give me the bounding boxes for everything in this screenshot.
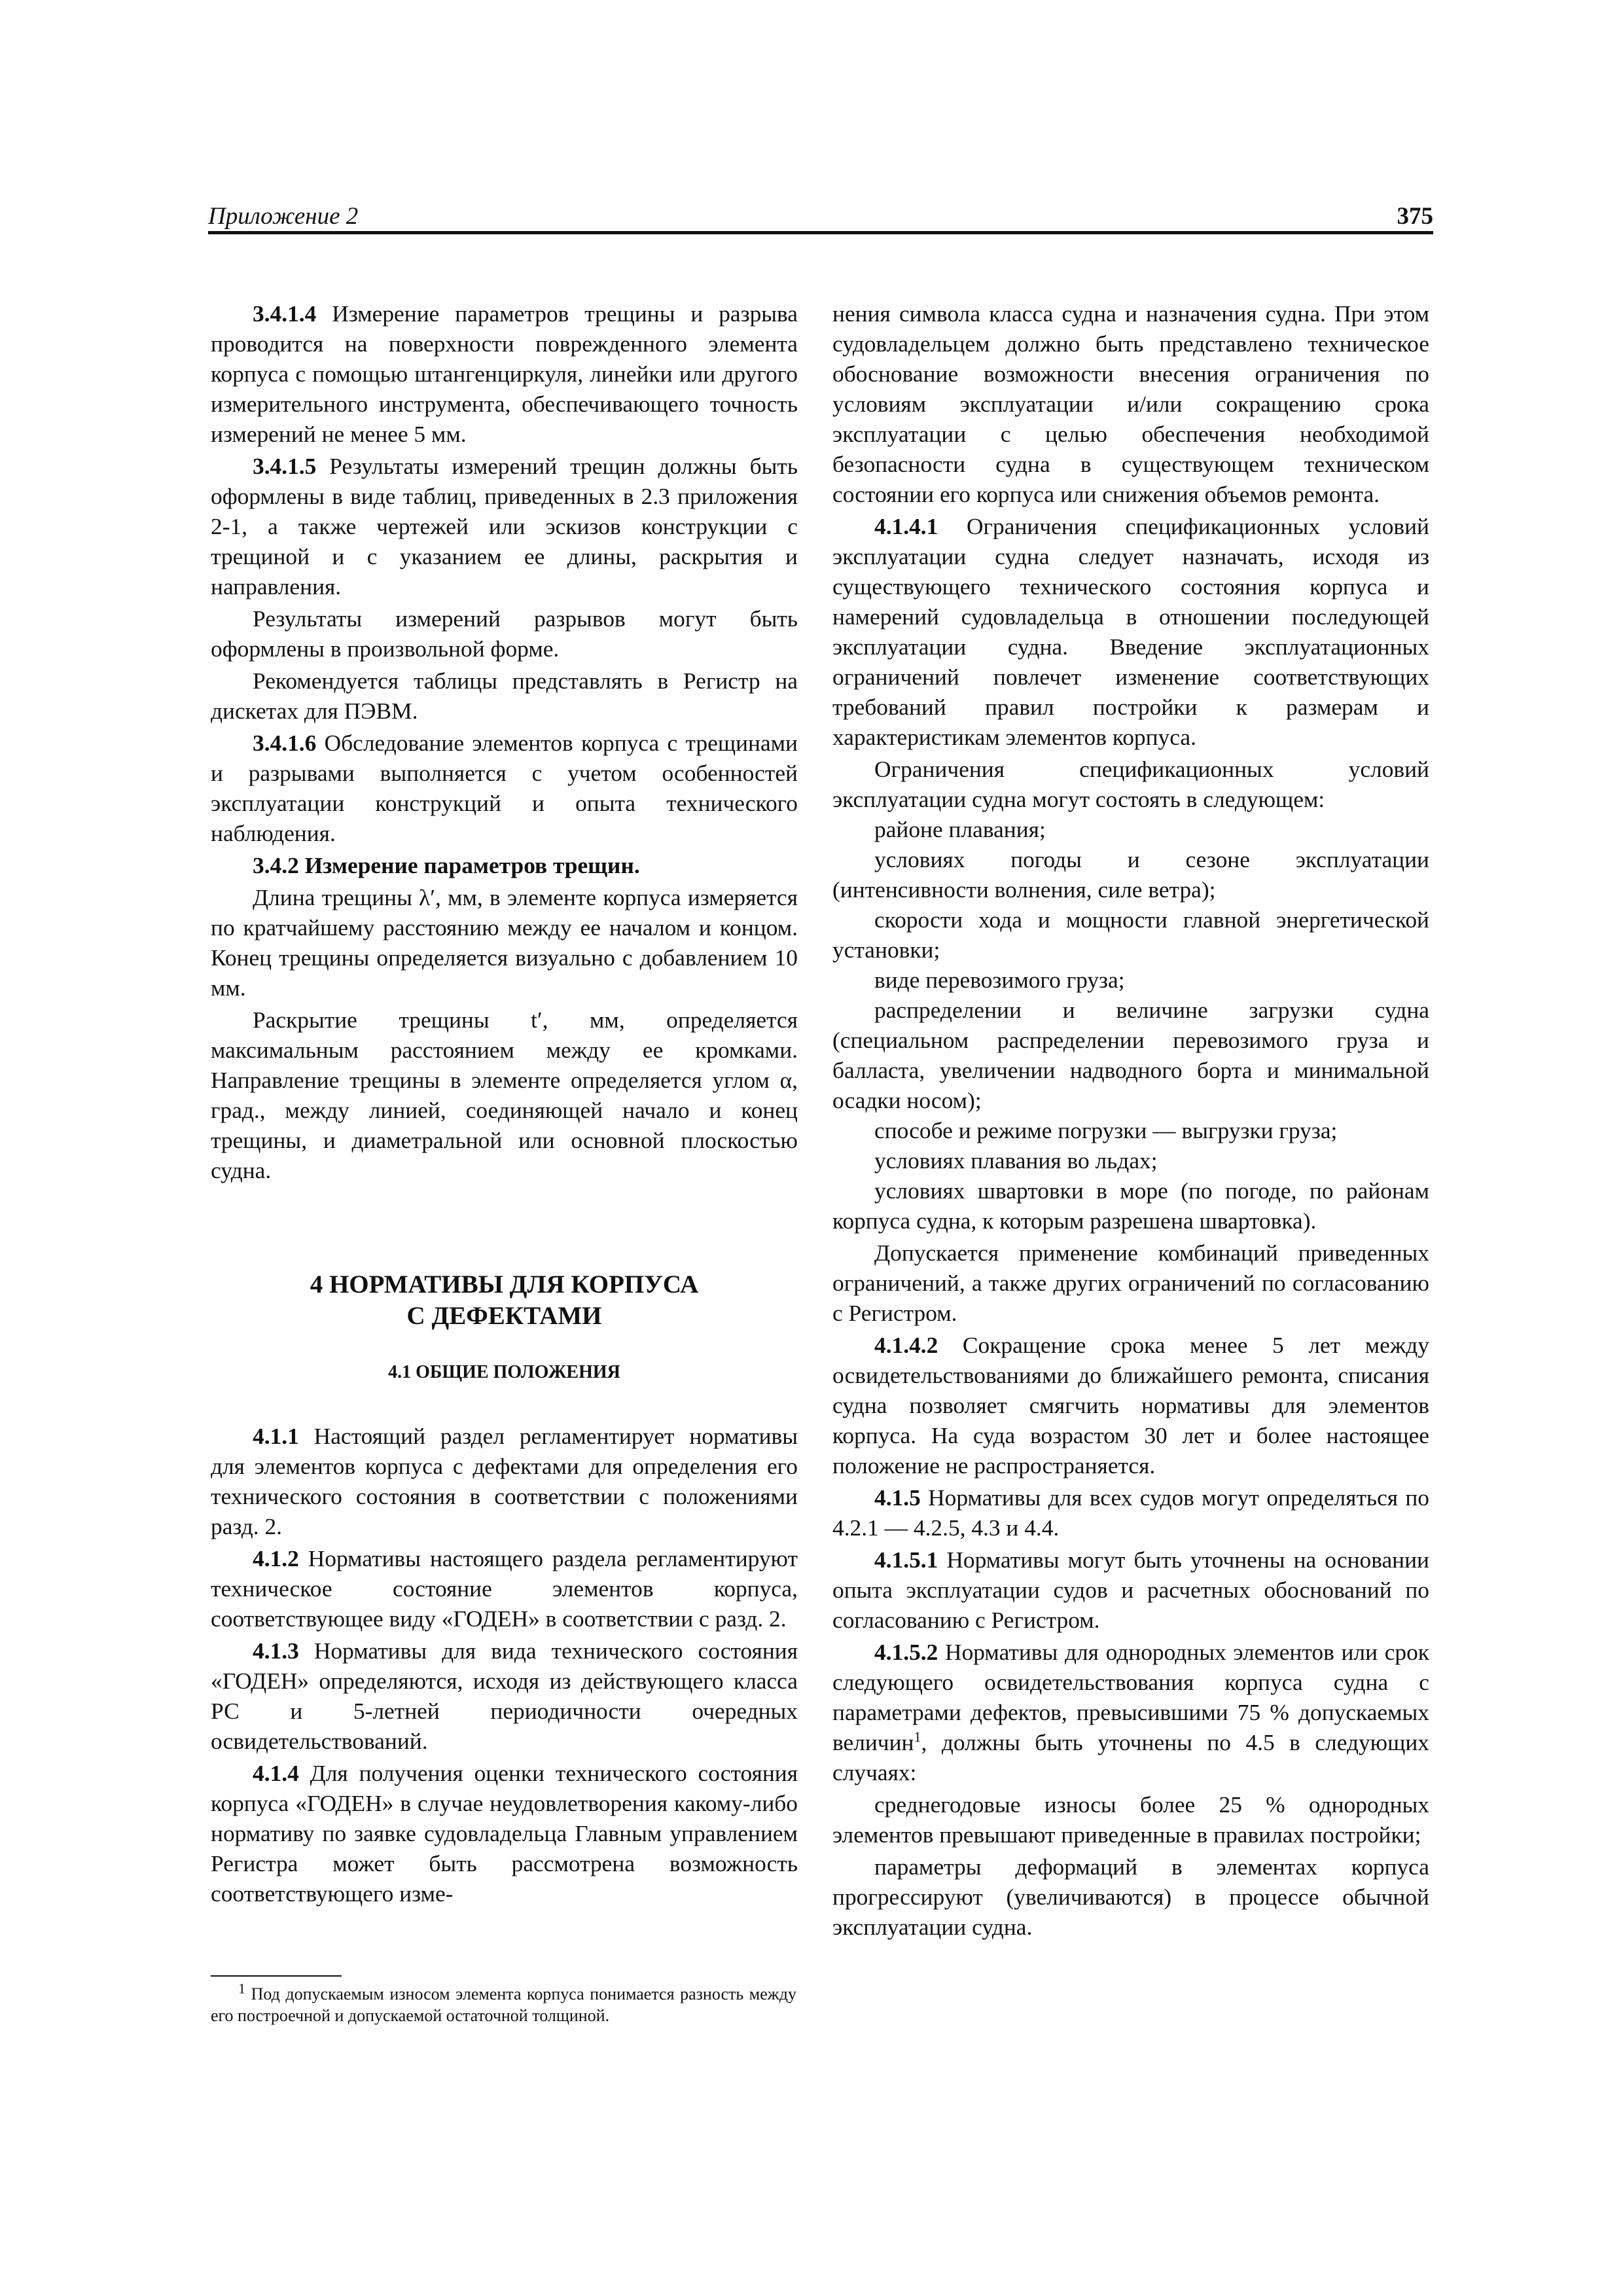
running-title: Приложение 2 bbox=[208, 203, 359, 230]
section-title: 4 НОРМАТИВЫ ДЛЯ КОРПУСА С ДЕФЕКТАМИ bbox=[310, 1270, 699, 1330]
clause-number: 3.4.1.4 bbox=[253, 300, 317, 327]
paragraph: 4.1.4.1 Ограничения спецификационных условий эксплуатации судна следует назначать, исходя из существующего технического состояния корпуса и намерений судовладельца в отношении последующей эксплуатации судна. Введение эксплуатационных ограничений повлечет изменение соответствующих требований правил постройки к размерам и характеристикам элементов корпуса. bbox=[832, 513, 1429, 750]
clause-number: 4.1.4 bbox=[253, 1760, 299, 1786]
clause-number: 4.1.1 bbox=[253, 1423, 299, 1449]
footnote-rule bbox=[211, 1975, 342, 1977]
right-column bbox=[832, 298, 1429, 1942]
paragraph: Ограничения спецификационных условий эксплуатации судна могут состоять в следующем: bbox=[832, 756, 1429, 812]
clause-number: 4.1.5.1 bbox=[874, 1547, 938, 1573]
footnote-mark: 1 bbox=[238, 1980, 245, 1997]
paragraph: 3.4.1.6 Обследование элементов корпуса с трещинами и разрывами выполняется с учетом особенностей эксплуатации конструкций и опыта технического наблюдения. bbox=[211, 730, 798, 846]
list-item: условиях погоды и сезоне эксплуатации (интенсивности волнения, силе ветра); bbox=[832, 846, 1429, 903]
clause-number: 4.1.2 bbox=[253, 1545, 299, 1571]
page-header bbox=[208, 196, 1433, 234]
paragraph: нения символа класса судна и назначения судна. При этом судовладельцем должно быть представлено техническое обоснование возможности внесения ограничения по условиям эксплуатации и/или сокращению срока эксплуатации с целью обеспечения необходимой безопасности судна в существующем техническом состоянии его корпуса или снижения объемов ремонта. bbox=[832, 300, 1429, 507]
list-item: районе плавания; bbox=[874, 816, 1046, 842]
paragraph: 4.1.2 Нормативы настоящего раздела регламентируют техническое состояние элементов корпуса, соответствующее виду «ГОДЕН» в соответствии с разд. 2. bbox=[211, 1545, 798, 1632]
list-item: среднегодовые износы более 25 % однородных элементов превышают приведенные в правилах постройки; bbox=[832, 1791, 1429, 1848]
paragraph: Допускается применение комбинаций приведенных ограничений, а также других ограничений по согласованию с Регистром. bbox=[832, 1240, 1429, 1326]
paragraph: 4.1.5 Нормативы для всех судов могут определяться по 4.2.1 — 4.2.5, 4.3 и 4.4. bbox=[832, 1484, 1429, 1541]
list-item: параметры деформаций в элементах корпуса прогрессируют (увеличиваются) в процессе обычной эксплуатации судна. bbox=[832, 1854, 1429, 1940]
paragraph: Раскрытие трещины t′, мм, определяется максимальным расстоянием между ее кромками. Направление трещины в элементе определяется углом α, град., между линией, соединяющей начало и конец трещины, и диаметральной или основной плоскостью судна. bbox=[211, 1007, 798, 1183]
paragraph: 4.1.3 Нормативы для вида технического состояния «ГОДЕН» определяются, исходя из действующего класса РС и 5-летней периодичности очередных освидетельствований. bbox=[211, 1638, 798, 1754]
clause-number: 4.1.4.2 bbox=[874, 1332, 938, 1358]
paragraph: 3.4.1.4 Измерение параметров трещины и разрыва проводится на поверхности поврежденного элемента корпуса с помощью штангенциркуля, линейки или другого измерительного инструмента, обеспечивающего точность измерений не менее 5 мм. bbox=[211, 300, 798, 447]
page-number: 375 bbox=[1397, 203, 1433, 230]
footnote-reference: 1 bbox=[914, 1729, 921, 1746]
list-item: виде перевозимого груза; bbox=[874, 967, 1125, 993]
clause-number: 4.1.4.1 bbox=[874, 513, 938, 539]
clause-number: 4.1.3 bbox=[253, 1638, 299, 1664]
paragraph: 4.1.4.2 Сокращение срока менее 5 лет между освидетельствованиями до ближайшего ремонта, списания судна позволяет смягчить нормативы для элементов корпуса. На суда возрастом 30 лет и более настоящее положение не распространяется. bbox=[832, 1332, 1429, 1479]
list-item: распределении и величине загрузки судна (специальном распределении перевозимого груза и балласта, увеличении надводного борта и минимальной осадки носом); bbox=[832, 997, 1429, 1113]
clause-number: 3.4.2 bbox=[253, 852, 299, 878]
list-item: условиях плавания во льдах; bbox=[874, 1147, 1158, 1174]
list-item: условиях швартовки в море (по погоде, по районам корпуса судна, к которым разрешена швартовка). bbox=[832, 1177, 1429, 1234]
list-item: способе и режиме погрузки — выгрузки груза; bbox=[874, 1117, 1338, 1143]
left-column bbox=[211, 298, 798, 1909]
paragraph: 4.1.5.1 Нормативы могут быть уточнены на основании опыта эксплуатации судов и расчетных обоснований по согласованию с Регистром. bbox=[832, 1547, 1429, 1633]
paragraph: 3.4.2 Измерение параметров трещин. bbox=[253, 852, 640, 878]
paragraph: 4.1.4 Для получения оценки технического состояния корпуса «ГОДЕН» в случае неудовлетворения какому-либо нормативу по заявке судовладельца Главным управлением Регистра может быть рассмотрена возможность соответствующего изме- bbox=[211, 1760, 798, 1907]
paragraph: Длина трещины λ′, мм, в элементе корпуса измеряется по кратчайшему расстоянию между ее началом и концом. Конец трещины определяется визуально с добавлением 10 мм. bbox=[211, 884, 798, 1001]
subsection-title: 4.1 ОБЩИЕ ПОЛОЖЕНИЯ bbox=[388, 1362, 620, 1382]
paragraph: Рекомендуется таблицы представлять в Регистр на дискетах для ПЭВМ. bbox=[211, 668, 798, 724]
paragraph: 3.4.1.5 Результаты измерений трещин должны быть оформлены в виде таблиц, приведенных в 2.3 приложения 2-1, а также чертежей или эскизов конструкции с трещиной и с указанием ее длины, раскрытия и направления. bbox=[211, 453, 798, 600]
paragraph: 4.1.5.2 Нормативы для однородных элементов или срок следующего освидетельствования корпуса судна с параметрами дефектов, превысившими 75 % допускаемых величин$^1$, должны быть уточнены по 4.5 в следующих случаях: bbox=[832, 1639, 1429, 1785]
list-item: скорости хода и мощности главной энергетической установки; bbox=[832, 906, 1429, 963]
header-rule bbox=[208, 231, 1433, 234]
paragraph: Результаты измерений разрывов могут быть оформлены в произвольной форме. bbox=[211, 605, 798, 662]
clause-number: 3.4.1.6 bbox=[253, 730, 317, 756]
footnote: $^1$ Под допускаемым износом элемента корпуса понимается разность между его построечной и допускаемой остаточной толщиной. bbox=[211, 1980, 796, 2025]
clause-number: 4.1.5 bbox=[874, 1484, 921, 1511]
paragraph: 4.1.1 Настоящий раздел регламентирует нормативы для элементов корпуса с дефектами для определения его технического состояния в соответствии с положениями разд. 2. bbox=[211, 1423, 798, 1539]
clause-number: 3.4.1.5 bbox=[253, 453, 317, 479]
clause-number: 4.1.5.2 bbox=[874, 1639, 938, 1665]
